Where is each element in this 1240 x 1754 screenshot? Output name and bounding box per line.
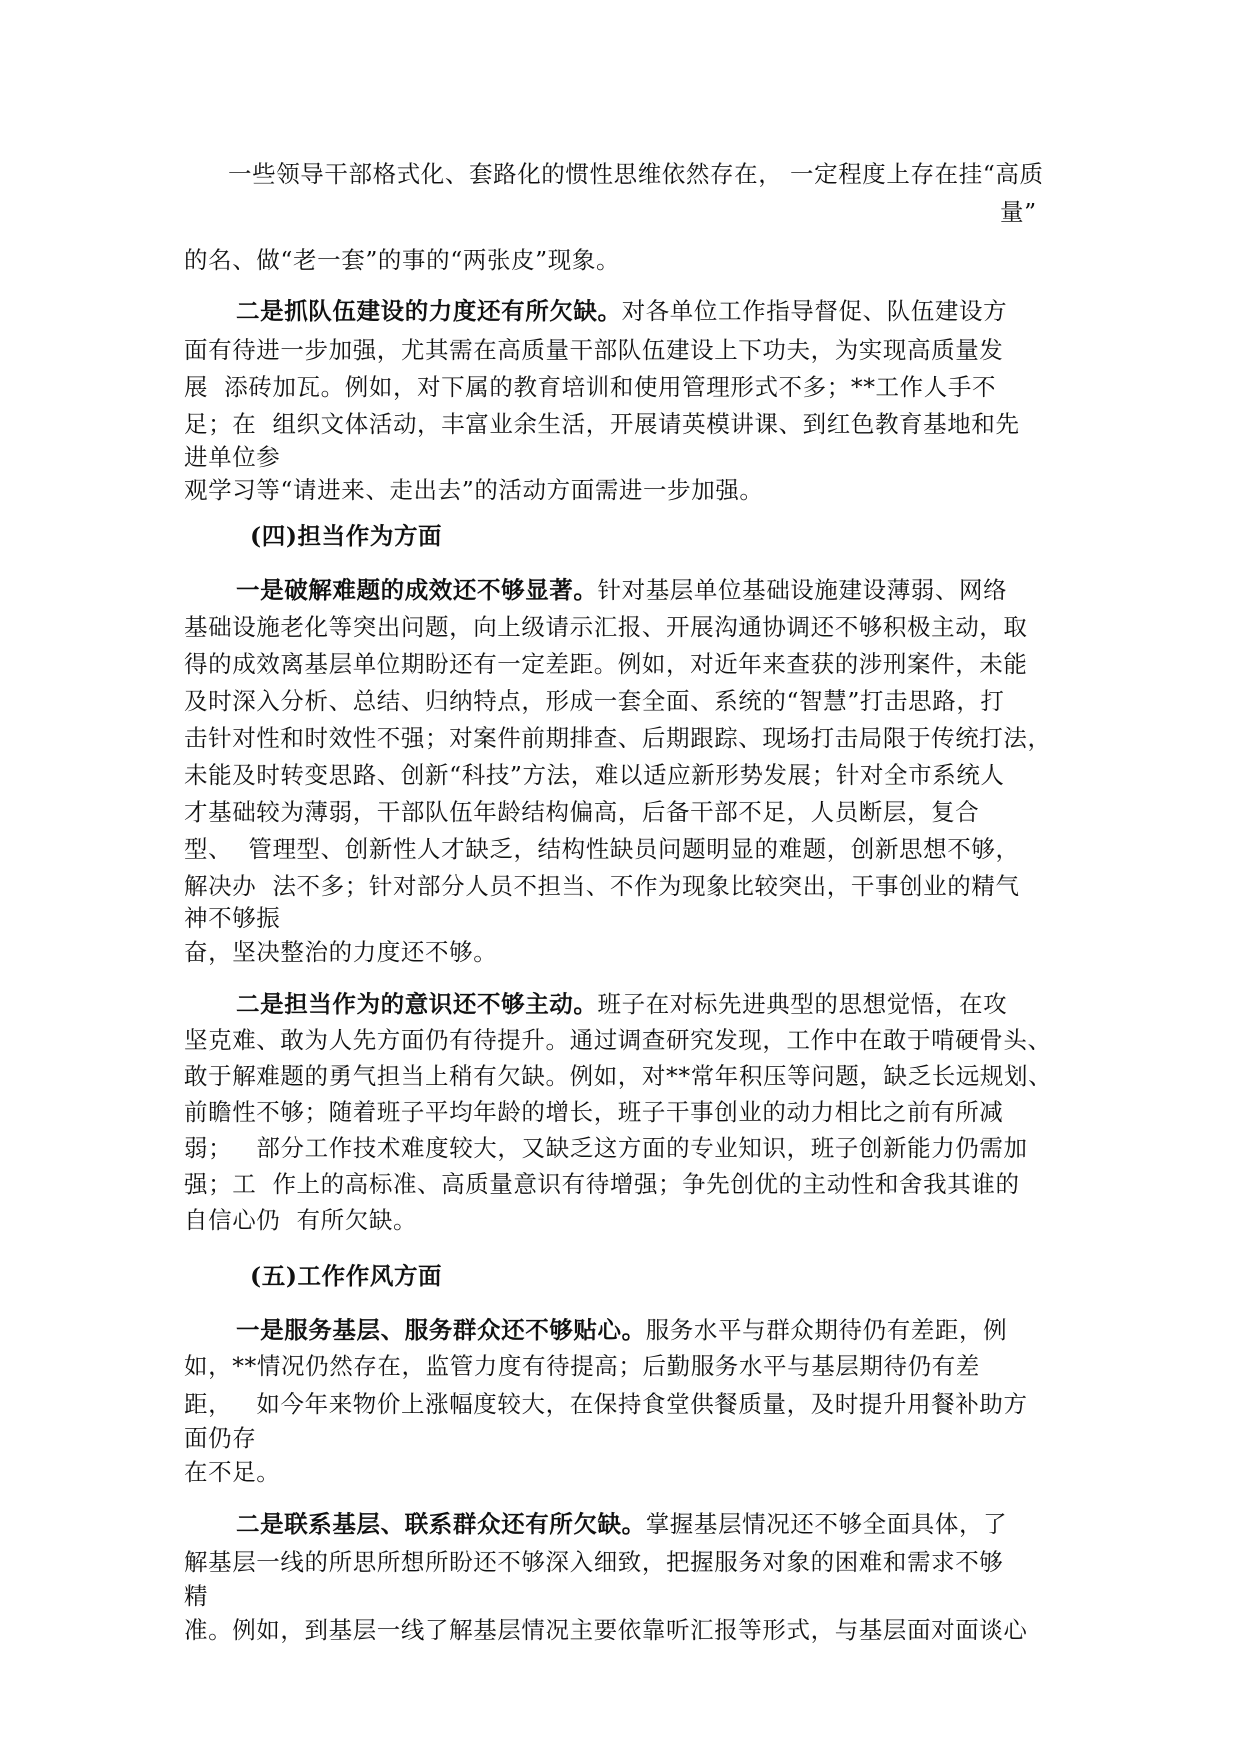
intro-line-1a: 一些领导干部格式化、套路化的惯性思维依然存在， (228, 160, 783, 188)
initiative-paragraph-line-6: 强；工 作上的高标准、高质量意识有待增强；争先创优的主动性和舍我其谁的 (184, 1170, 1020, 1198)
service-paragraph-line-5: 在不足。 (184, 1458, 281, 1486)
solve-paragraph-line-4: 及时深入分析、总结、归纳特点，形成一套全面、系统的“智慧”打击思路，打 (184, 687, 1005, 715)
service-paragraph-line-3: 距， 如今年来物价上涨幅度较大，在保持食堂供餐质量，及时提升用餐补助方 (184, 1390, 1028, 1418)
initiative-paragraph-line-4: 前瞻性不够；随着班子平均年龄的增长，班子干事创业的动力相比之前有所减 (184, 1098, 1004, 1126)
solve-paragraph-line-6: 未能及时转变思路、创新“科技”方法，难以适应新形势发展；针对全市系统人 (184, 761, 1005, 789)
solve-paragraph-line-5: 击针对性和时效性不强；对案件前期排查、后期跟踪、现场打击局限于传统打法， (184, 724, 1052, 752)
intro-line-1c: 量” (1000, 198, 1037, 226)
initiative-paragraph-text-1: 班子在对标先进典型的思想觉悟，在攻 (597, 990, 1008, 1018)
section-heading-4: (四)担当作为方面 (250, 522, 443, 550)
solve-paragraph-line-10: 神不够振 (184, 904, 281, 932)
service-paragraph-text-1: 服务水平与群众期待仍有差距，例 (645, 1316, 1008, 1344)
service-paragraph-line-4: 面仍存 (184, 1424, 257, 1452)
initiative-paragraph-line-7: 自信心仍 有所欠缺。 (184, 1206, 418, 1234)
contact-paragraph-text-1: 掌握基层情况还不够全面具体，了 (645, 1510, 1008, 1538)
solve-paragraph-lead: 一是破解难题的成效还不够显著。 (236, 576, 598, 604)
intro-line-2: 的名、做“老一套”的事的“两张皮”现象。 (184, 246, 621, 274)
solve-paragraph-line-3: 得的成效离基层单位期盼还有一定差距。例如，对近年来查获的涉刑案件，未能 (184, 650, 1028, 678)
intro-line-1b: 一定程度上存在挂“高质 (790, 160, 1044, 188)
service-paragraph-line-1 (236, 1314, 1007, 1346)
initiative-paragraph-lead: 二是担当作为的意识还不够主动。 (236, 990, 598, 1018)
team-paragraph-line-5: 进单位参 (184, 443, 281, 471)
initiative-paragraph-line-2: 坚克难、敢为人先方面仍有待提升。通过调查研究发现，工作中在敢于啃硬骨头、 (184, 1026, 1052, 1054)
solve-paragraph-line-2: 基础设施老化等突出问题，向上级请示汇报、开展沟通协调还不够积极主动，取 (184, 613, 1028, 641)
contact-paragraph-lead: 二是联系基层、联系群众还有所欠缺。 (236, 1510, 646, 1538)
team-paragraph-line-2: 面有待进一步加强，尤其需在高质量干部队伍建设上下功夫，为实现高质量发 (184, 336, 1004, 364)
team-paragraph-line-4: 足；在 组织文体活动，丰富业余生活，开展请英模讲课、到红色教育基地和先 (184, 410, 1020, 438)
team-paragraph-line-1 (236, 295, 1007, 327)
solve-paragraph-line-9: 解决办 法不多；针对部分人员不担当、不作为现象比较突出，干事创业的精气 (184, 872, 1020, 900)
initiative-paragraph-line-3: 敢于解难题的勇气担当上稍有欠缺。例如，对**常年积压等问题，缺乏长远规划、 (184, 1062, 1053, 1090)
team-paragraph-lead: 二是抓队伍建设的力度还有所欠缺。 (236, 297, 622, 325)
team-paragraph-text-1: 对各单位工作指导督促、队伍建设方 (621, 297, 1008, 325)
solve-paragraph-text-1: 针对基层单位基础设施建设薄弱、网络 (597, 576, 1008, 604)
section-heading-5: (五)工作作风方面 (250, 1262, 443, 1290)
initiative-paragraph-line-5: 弱； 部分工作技术难度较大，又缺乏这方面的专业知识，班子创新能力仍需加 (184, 1134, 1028, 1162)
service-paragraph-line-2: 如，**情况仍然存在，监管力度有待提高；后勤服务水平与基层期待仍有差 (184, 1352, 980, 1380)
team-paragraph-line-3: 展 添砖加瓦。例如，对下属的教育培训和使用管理形式不多；**工作人手不 (184, 373, 997, 401)
contact-paragraph-line-4: 准。例如，到基层一线了解基层情况主要依靠听汇报等形式，与基层面对面谈心 (184, 1616, 1028, 1644)
service-paragraph-lead: 一是服务基层、服务群众还不够贴心。 (236, 1316, 646, 1344)
solve-paragraph-line-7: 才基础较为薄弱，干部队伍年龄结构偏高，后备干部不足，人员断层，复合 (184, 798, 980, 826)
contact-paragraph-line-1 (236, 1508, 1007, 1540)
initiative-paragraph-line-1 (236, 988, 1007, 1020)
solve-paragraph-line-8: 型、 管理型、创新性人才缺乏，结构性缺员问题明显的难题，创新思想不够， (184, 835, 1020, 863)
contact-paragraph-line-2: 解基层一线的所思所想所盼还不够深入细致，把握服务对象的困难和需求不够 (184, 1548, 1004, 1576)
solve-paragraph-line-11: 奋，坚决整治的力度还不够。 (184, 938, 498, 966)
contact-paragraph-line-3: 精 (184, 1582, 209, 1610)
solve-paragraph-line-1 (236, 574, 1007, 606)
team-paragraph-line-6: 观学习等“请进来、走出去”的活动方面需进一步加强。 (184, 476, 764, 504)
